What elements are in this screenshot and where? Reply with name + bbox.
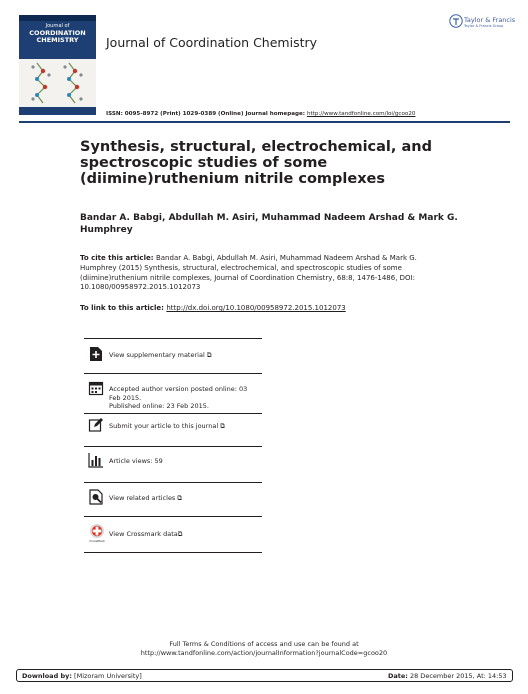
supplementary-file-icon xyxy=(88,346,104,362)
issn-text: ISSN: 0095-8972 (Print) 1029-0389 (Online) Journal homepage: xyxy=(106,111,307,117)
external-link-icon: ⧉ xyxy=(177,530,183,538)
view-related-label: View related articles xyxy=(109,494,176,502)
article-title: Synthesis, structural, electrochemical, and spectroscopic studies of some (diimine)ruthenium nitrile complexes xyxy=(80,139,432,187)
cover-bottom-band xyxy=(19,107,96,115)
cover-title-line-3: CHEMISTRY xyxy=(36,36,79,44)
external-link-icon: ⧉ xyxy=(206,351,212,359)
submit-article-label: Submit your article to this journal xyxy=(109,422,219,430)
article-views: Article views: 59 xyxy=(109,457,163,465)
panel-divider xyxy=(84,482,262,483)
article-link-line xyxy=(80,304,346,312)
published-date: Published online: 23 Feb 2015. xyxy=(109,402,209,411)
bar-chart-icon xyxy=(88,452,104,468)
crossmark-logo-text: CrossMark xyxy=(89,539,105,543)
downloaded-by-value: [Mizoram University] xyxy=(71,672,142,680)
publication-dates xyxy=(109,385,247,411)
panel-divider xyxy=(84,373,262,374)
download-date xyxy=(388,672,507,680)
related-search-icon xyxy=(88,489,104,505)
cover-title-line-1: Journal of xyxy=(45,23,70,29)
molecule-graphic xyxy=(19,59,96,107)
citation-text: Bandar A. Babgi, Abdullah M. Asiri, Muhammad Nadeem Arshad & Mark G. Humphrey (2015) Synthesis, structural, electrochemical, and spectroscopic studies of some (diimine)ruthenium nitrile complexes, Journal of Coordination Chemistry, 68:8, 1476-1486, DOI: 10.1080/00958972.2015.1012073 xyxy=(80,254,417,292)
article-link-label: To link to this article: xyxy=(80,304,167,312)
panel-divider xyxy=(84,413,262,414)
view-crossmark-link[interactable] xyxy=(109,530,182,539)
external-link-icon: ⧉ xyxy=(220,422,225,430)
downloaded-by xyxy=(22,672,142,680)
terms-url-link[interactable]: http://www.tandfonline.com/action/journalInformation?journalCode=gcoo20 xyxy=(140,649,388,657)
publisher-tagline: Taylor & Francis Group xyxy=(464,24,504,28)
header-divider xyxy=(19,121,510,123)
panel-divider xyxy=(84,338,262,339)
downloaded-by-label: Download by: xyxy=(22,672,72,680)
publisher-name: Taylor & Francis xyxy=(464,16,516,24)
cover-molecule-illustration xyxy=(19,59,96,107)
journal-cover-image xyxy=(19,15,96,115)
panel-divider xyxy=(84,516,262,517)
cover-top-band xyxy=(19,15,96,21)
terms-line: Full Terms & Conditions of access and use can be found at xyxy=(169,640,359,648)
submit-article-link[interactable] xyxy=(109,422,225,431)
article-doi-link[interactable]: http://dx.doi.org/10.1080/00958972.2015.1012073 xyxy=(166,304,346,312)
panel-divider xyxy=(84,552,262,553)
view-crossmark-label: View Crossmark data xyxy=(109,530,178,538)
external-link-icon: ⧉ xyxy=(177,494,183,502)
citation-label: To cite this article: xyxy=(80,254,156,262)
cover-title xyxy=(19,23,96,44)
issn-line xyxy=(106,111,415,117)
view-related-link[interactable] xyxy=(109,494,182,503)
submit-edit-icon xyxy=(88,417,104,433)
calendar-icon xyxy=(88,380,104,396)
accepted-date-line-2: Feb 2015. xyxy=(109,393,142,402)
cover-title-line-2: COORDINATION xyxy=(29,29,86,37)
panel-divider xyxy=(84,446,262,447)
article-authors: Bandar A. Babgi, Abdullah M. Asiri, Muhammad Nadeem Arshad & Mark G. Humphrey xyxy=(80,213,458,235)
journal-homepage-link[interactable]: http://www.tandfonline.com/loi/gcoo20 xyxy=(306,111,416,117)
view-supplementary-label: View supplementary material xyxy=(109,351,205,359)
view-supplementary-link[interactable] xyxy=(109,351,212,360)
accepted-date-line-1: Accepted author version posted online: 03 xyxy=(109,385,248,393)
taylor-francis-logo-icon xyxy=(449,14,463,28)
crossmark-icon xyxy=(88,523,106,543)
download-date-value: 28 December 2015, At: 14:53 xyxy=(407,672,507,680)
citation-block xyxy=(80,254,450,293)
journal-title[interactable]: Journal of Coordination Chemistry xyxy=(106,35,318,50)
download-date-label: Date: xyxy=(388,672,408,680)
